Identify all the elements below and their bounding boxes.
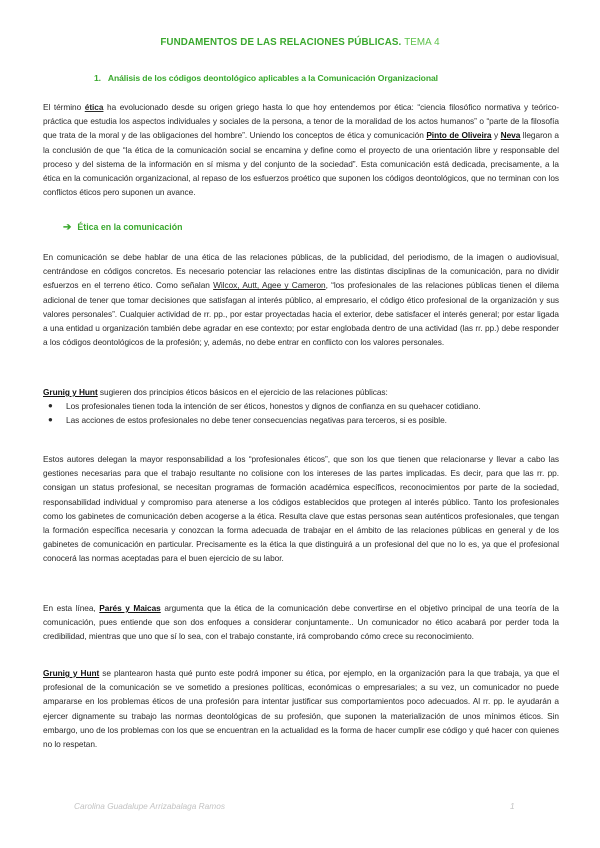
list-item-text: Los profesionales tienen toda la intención de ser éticos, honestos y dignos de confianza en su quehacer cotidiano. bbox=[66, 401, 481, 412]
paragraph-principios bbox=[43, 385, 559, 428]
text-run: ha evolucionado desde su origen griego hasta lo que hoy entendemos por ética: “ciencia filosófico normativa y teórico-práctica que estudia los aspectos individuales y sociales de la persona, a tenor de la moralidad de los actos humanos” o “parte de la filosofía que trata de la moral y de las obligaciones del hombre”. Uniendo los conceptos de ética y comunicación bbox=[43, 102, 560, 141]
list-item bbox=[43, 399, 559, 413]
text-run: llegaron a la conclusión de que “la ética de la comunicación social se encamina y define como el proyecto de una orientación libre y responsable del proceso y del sistema de la información en sí misma y del conjunto de la sociedad”. Esta comunicación está dedicada, precisamente, a la ética en la comunicación organizacional, al repaso de los esfuerzos proético que suponen los códigos deontológicos, que no terminan con los conflictos éticos pero suponen un avance. bbox=[43, 130, 559, 198]
text-run: y bbox=[491, 130, 501, 141]
author-pinto-de-oliveira: Pinto de Oliveira bbox=[426, 130, 492, 141]
tema-label: TEMA 4 bbox=[404, 37, 440, 48]
author-grunig-hunt: Grunig y Hunt bbox=[43, 668, 100, 678]
author-grunig-hunt: Grunig y Hunt bbox=[43, 387, 98, 397]
text-run: argumenta que la ética de la comunicación debe convertirse en el objetivo principal de una teoría de la comunicación, pues entiende que son dos enfoques a considerar conjuntamente.. Un comunicador no ético acabará por perder toda la credibilidad, mientras que uno que sí lo sea, con el trabajo constante, irá comprobando cómo crece su reconocimiento. bbox=[43, 603, 559, 642]
bullet-icon: ● bbox=[48, 415, 53, 425]
text-run: se plantearon hasta qué punto este podrá imponer su ética, por ejemplo, en la organización para la que trabaja, ya que el profesional de la comunicación se ve sometido a presiones políticas, económicas o empresariales; a su vez, un comunicador no puede ampararse en los problemas éticos de una profesión para intentar justificar sus comportamientos poco adecuados. Al rr. pp. le ayudarán a ejercer dignamente su trabajo las normas deontológicas de su profesión, que suponen la materialización de unos mínimos éticos. Sin embargo, uno de los problemas con los que se encuentran en la actualidad es la forma de hacer cumplir ese código y qué hacer con quienes no lo respetan. bbox=[43, 668, 559, 750]
author-pares-maicas: Parés y Maicas bbox=[99, 603, 161, 613]
keyword-etica: ética bbox=[84, 102, 104, 112]
title-text: FUNDAMENTOS DE LAS RELACIONES PÚBLICAS. bbox=[160, 37, 402, 48]
text-run: En comunicación se debe hablar de una ética de las relaciones públicas, de la publicidad, del periodismo, de la imagen o audiovisual, centrándose en códigos concretos. Es necesario potenciar las relaciones entre las distintas disciplinas de la comunicación, para no dividir esfuerzos en el terreno ético. Como señalan bbox=[43, 252, 559, 291]
subheading-text: Ética en la comunicación bbox=[77, 222, 183, 232]
principios-list bbox=[43, 399, 559, 427]
list-item-text: Las acciones de estos profesionales no debe tener consecuencias negativas para terceros, si es posible. bbox=[66, 415, 447, 426]
subheading-etica-comunicacion bbox=[63, 222, 183, 233]
author-wilcox: Wilcox, Autt, Agee y Cameron bbox=[213, 280, 326, 291]
section-heading-text: Análisis de los códigos deontológico aplicables a la Comunicación Organizacional bbox=[107, 73, 438, 83]
footer-author: Carolina Guadalupe Arrizabalaga Ramos bbox=[74, 801, 225, 811]
arrow-right-icon: ➔ bbox=[63, 222, 72, 233]
paragraph-pares-maicas bbox=[43, 601, 559, 644]
document-title bbox=[0, 37, 600, 48]
paragraph-intro bbox=[43, 100, 559, 199]
section-number: 1. bbox=[94, 73, 101, 83]
page-number: 1 bbox=[510, 801, 515, 811]
principios-intro bbox=[43, 385, 559, 399]
section-heading bbox=[94, 73, 438, 83]
paragraph-profesionales bbox=[43, 452, 559, 566]
author-neva: Neva bbox=[500, 130, 521, 141]
text-run: Estos autores delegan la mayor responsabilidad a los “profesionales éticos”, que son los que tienen que relacionarse y llevar a cabo las gestiones necesarias para que el trabajo resultante no colisione con los intereses de las partes implicadas. Es decir, para que las rr. pp. consigan un status profesional, se necesitan programas de formación académica específicos, reconocimientos por parte de la sociedad, responsabilidad individual y compromiso para atenerse a los códigos establecidos que protegen al interés público. Tanto los profesionales como los gabinetes de comunicación deben acogerse a la ética. Resulta clave que estas personas sean auténticos profesionales, que tengan la formación específica necesaria y conozcan la forma adecuada de trabajar en el ámbito de las relaciones públicas en general y de los gabinetes de comunicación en particular. Precisamente es la ética la que distinguirá a un profesional del que no lo es, ya que el profesional conocerá las normas aceptadas para el buen ejercicio de su labor. bbox=[43, 454, 559, 564]
text-run: , “los profesionales de las relaciones públicas tienen el dilema adicional de tener que tomar decisiones que satisfagan al interés público, al empresario, el código ético profesional de la organización y sus valores personales”. Cualquier actividad de rr. pp., por estar proyectadas hacia el exterior, debe satisfacer el interés general; por estar ligada a una entidad u organización también debe agradar en ese contexto; por estar englobada dentro de una actividad (las rr. pp.) debe responder a los códigos deontológicos de la profesión; y, además, no debe entrar en conflicto con los valores personales. bbox=[43, 280, 559, 348]
list-item bbox=[43, 413, 559, 427]
paragraph-comunicacion bbox=[43, 250, 559, 349]
text-run: En esta línea, bbox=[43, 603, 100, 613]
bullet-icon: ● bbox=[48, 401, 53, 411]
paragraph-grunig-hunt bbox=[43, 666, 559, 751]
text-run: El término bbox=[43, 102, 85, 112]
text-run: sugieren dos principios éticos básicos en el ejercicio de las relaciones públicas: bbox=[97, 387, 388, 397]
